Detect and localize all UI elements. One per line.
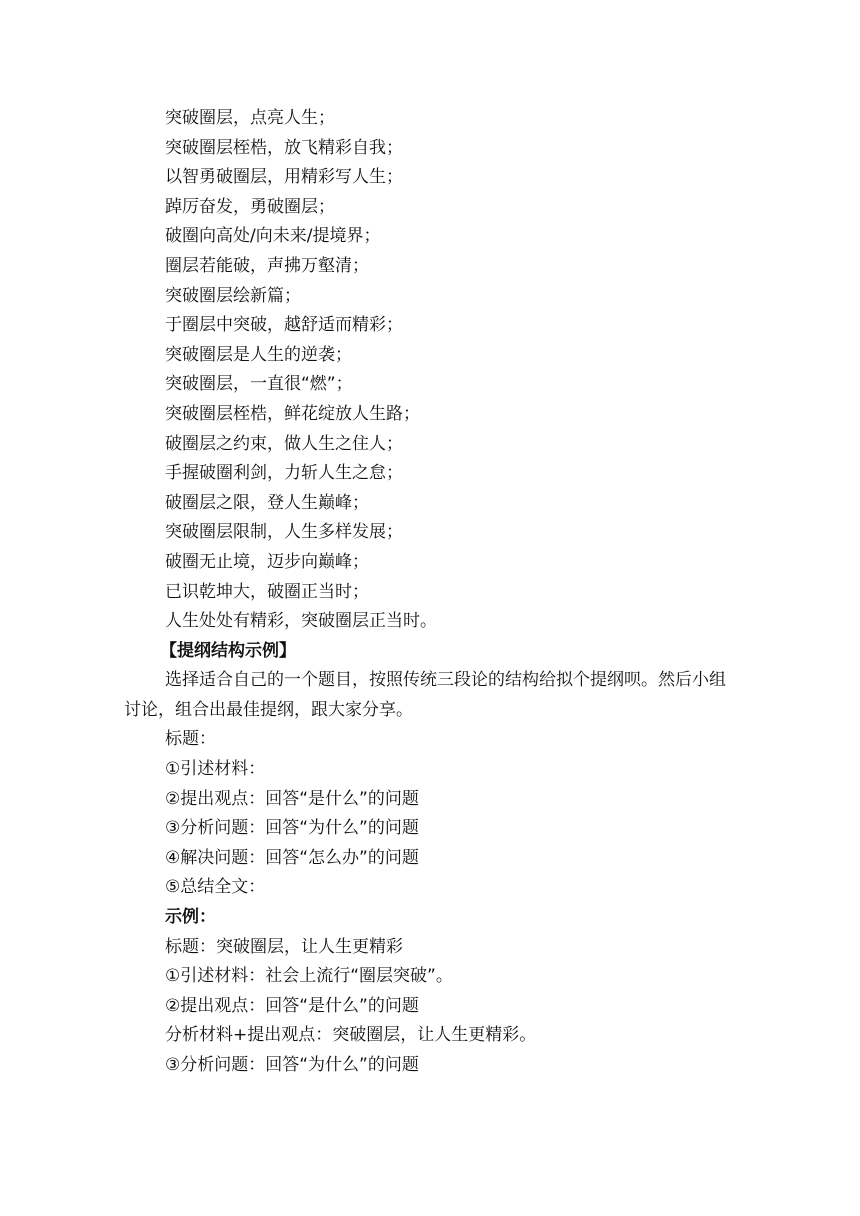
outline-instruction: 选择适合自己的一个题目，按照传统三段论的结构给拟个提纲呗。然后小组讨论，组合出最佳提纲，跟大家分享。 (124, 670, 726, 720)
slogan-line: 破圈向高处/向未来/提境界； (165, 226, 381, 247)
slogan-line: 已识乾坤大，破圈正当时； (165, 581, 369, 602)
slogan-line: 破圈层之限，登人生巅峰； (165, 492, 369, 513)
outline-heading: 【提纲结构示例】 (160, 640, 296, 661)
example-item: ③分析问题：回答“为什么”的问题 (165, 1055, 419, 1075)
outline-item: ⑤总结全文： (165, 877, 266, 898)
slogan-line: 踔厉奋发，勇破圈层； (165, 196, 335, 217)
slogan-line: 破圈无止境，迈步向巅峰； (165, 551, 369, 572)
outline-item: ④解决问题：回答“怎么办”的问题 (165, 847, 419, 868)
outline-item: ①引述材料： (165, 759, 266, 780)
slogan-line: 手握破圈利剑，力斩人生之怠； (165, 463, 403, 484)
slogan-line: 突破圈层桎梏，放飞精彩自我； (165, 137, 403, 158)
slogan-line: 以智勇破圈层，用精彩写人生； (165, 167, 403, 188)
example-item: 标题：突破圈层，让人生更精彩 (165, 936, 403, 957)
slogan-list (0, 104, 860, 637)
document-page (0, 104, 860, 1081)
slogan-line: 于圈层中突破，越舒适而精彩； (165, 315, 403, 336)
outline-item: ②提出观点：回答“是什么”的问题 (165, 788, 419, 809)
example-section (0, 903, 860, 1081)
example-label: 示例： (165, 907, 216, 928)
slogan-line: 突破圈层绘新篇； (165, 285, 301, 306)
outline-item: ③分析问题：回答“为什么”的问题 (165, 818, 419, 839)
slogan-line: 突破圈层，一直很“燃”； (165, 374, 353, 395)
slogan-line: 突破圈层限制，人生多样发展； (165, 522, 403, 543)
slogan-line: 圈层若能破，声拂万壑清； (165, 255, 369, 276)
outline-section (0, 637, 860, 903)
outline-item: 标题： (165, 729, 216, 750)
example-item: ①引述材料：社会上流行“圈层突破”。 (165, 966, 453, 987)
slogan-line: 突破圈层桎梏，鲜花绽放人生路； (165, 403, 420, 424)
example-item: ②提出观点：回答“是什么”的问题 (165, 995, 419, 1016)
slogan-line: 突破圈层，点亮人生； (165, 108, 335, 128)
slogan-line: 人生处处有精彩，突破圈层正当时。 (165, 611, 437, 632)
slogan-line: 突破圈层是人生的逆袭； (165, 344, 352, 365)
example-item: 分析材料+提出观点：突破圈层，让人生更精彩。 (165, 1025, 537, 1046)
slogan-line: 破圈层之约束，做人生之住人； (165, 433, 403, 454)
